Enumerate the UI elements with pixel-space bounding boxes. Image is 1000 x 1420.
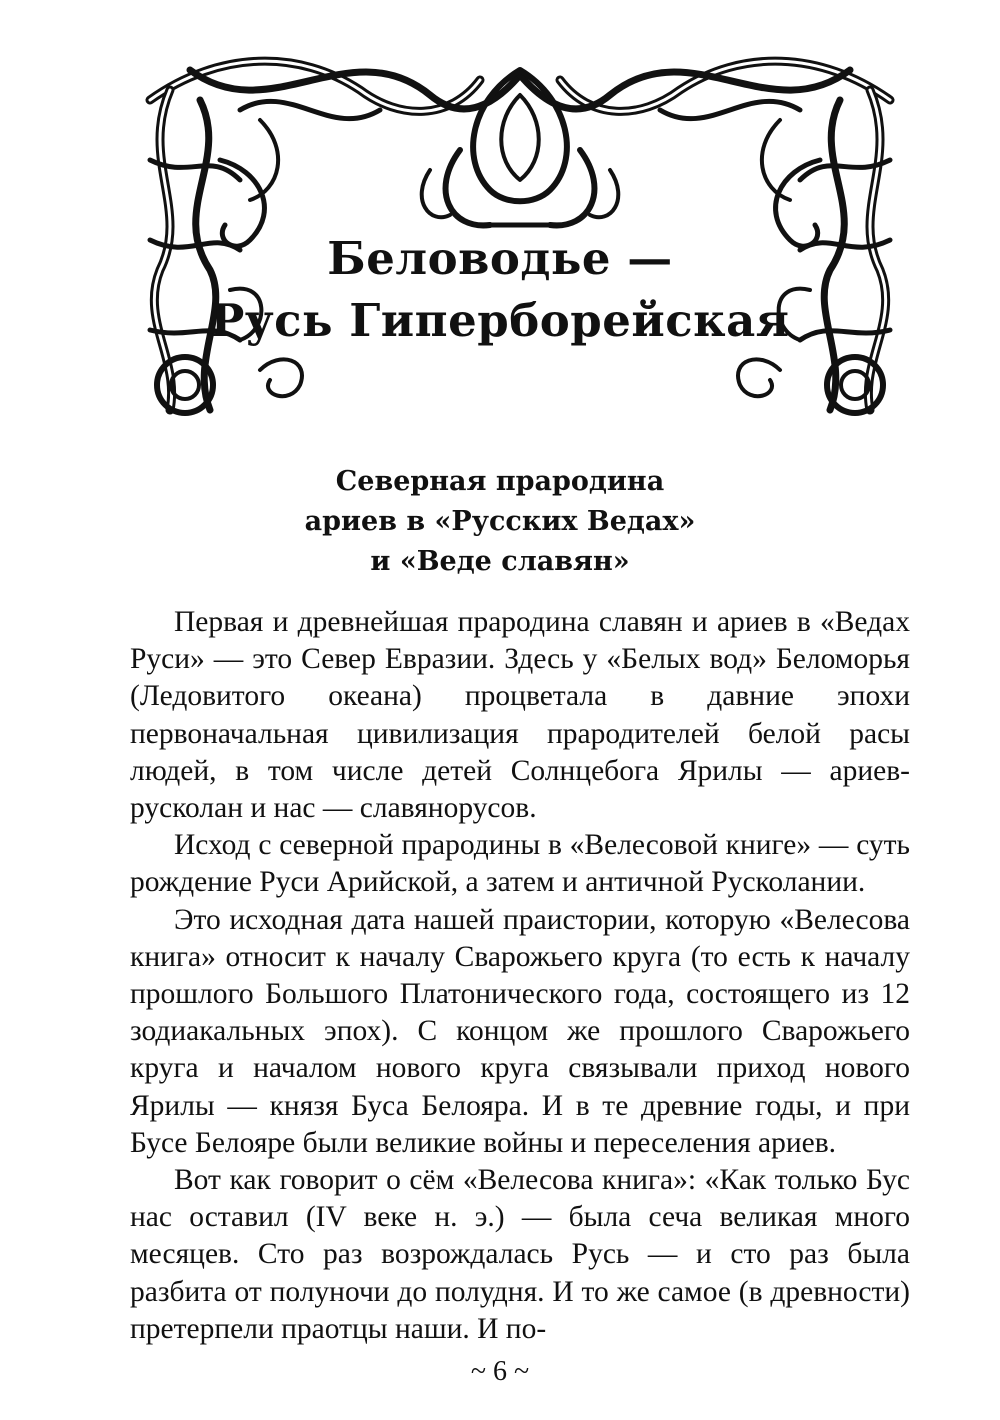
paragraph: Это исходная дата нашей праистории, которую «Велесова книга» относит к началу Сварожьего круга (то есть к началу прошлого Большого Платонического года, состоящего из 12 зодиакальных эпох). С концом же прошлого Сварожьего круга и началом нового круга связывали приход нового Ярилы — князя Буса Белояра. И в те древние годы, и при Бусе Белояре были великие войны и переселения ариев. [130,903,910,1159]
section-title [220,462,780,582]
chapter-title-line1: Беловодье — [327,232,673,285]
paragraph: Исход с северной прародины в «Велесовой книге» — суть рождение Руси Арийской, а затем и античной Русколании. [130,829,910,899]
section-title-line3: и «Веде славян» [370,546,630,577]
paragraph: Вот как говорит о сём «Велесова книга»: «Как только Бус нас оставил (IV веке н. э.) — была сеча великая много месяцев. Сто раз возрождалась Русь — и сто раз была разбита от полуночи до полудня. И то же самое (в древности) претерпели праотцы наши. И по- [130,1164,910,1345]
chapter-title [200,228,800,352]
page-number: ~ 6 ~ [470,1356,530,1387]
paragraph: Первая и древнейшая прародина славян и ариев в «Ведах Руси» — это Север Евразии. Здесь у «Белых вод» Беломорья (Ледовитого океана) процветала в давние эпохи первоначальная цивилизация прародителей белой расы людей, в том числе детей Солнцебога Ярилы — ариев-русколан и нас — славянорусов. [130,606,910,825]
chapter-title-line2: Русь Гиперборейская [210,294,790,347]
body-text [130,604,910,1348]
section-title-line2: ариев в «Русских Ведах» [304,506,696,537]
section-title-line1: Северная прародина [335,466,665,497]
